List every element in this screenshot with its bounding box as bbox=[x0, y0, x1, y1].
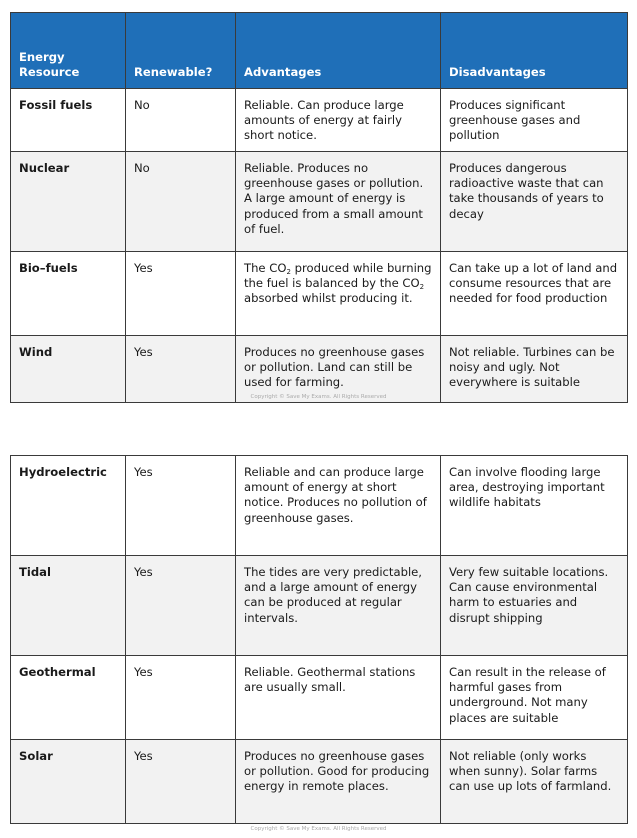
header-disadvantages: Disadvantages bbox=[441, 13, 628, 89]
disadvantages-text: Not reliable (only works when sunny). Solar farms can use up lots of farmland. bbox=[441, 740, 628, 824]
table-row bbox=[11, 556, 628, 656]
renewable-value: Yes bbox=[126, 336, 236, 403]
renewable-value: Yes bbox=[126, 556, 236, 656]
header-renewable: Renewable? bbox=[126, 13, 236, 89]
advantages-text: The tides are very predictable, and a large amount of energy can be produced at regular intervals. bbox=[236, 556, 441, 656]
resource-name: Nuclear bbox=[11, 152, 126, 252]
energy-table-bottom bbox=[10, 455, 628, 824]
header-advantages: Advantages bbox=[236, 13, 441, 89]
advantages-text: Produces no greenhouse gases or pollution. Land can still be used for farming. bbox=[236, 336, 441, 403]
disadvantages-text: Not reliable. Turbines can be noisy and ugly. Not everywhere is suitable bbox=[441, 336, 628, 403]
advantages-text: Reliable. Produces no greenhouse gases or pollution. A large amount of energy is produced from a small amount of fuel. bbox=[236, 152, 441, 252]
advantages-text: The $CO_2$ produced while burning the fuel is balanced by the $CO_2$ absorbed whilst producing it. bbox=[236, 252, 441, 336]
resource-name: Tidal bbox=[11, 556, 126, 656]
renewable-value: Yes bbox=[126, 740, 236, 824]
advantages-text: Reliable. Can produce large amounts of energy at fairly short notice. bbox=[236, 89, 441, 152]
disadvantages-text: Produces significant greenhouse gases and pollution bbox=[441, 89, 628, 152]
renewable-value: Yes bbox=[126, 656, 236, 740]
renewable-value: No bbox=[126, 152, 236, 252]
resource-name: Solar bbox=[11, 740, 126, 824]
table-row bbox=[11, 740, 628, 824]
table-row bbox=[11, 336, 628, 403]
table-row bbox=[11, 252, 628, 336]
disadvantages-text: Can result in the release of harmful gases from underground. Not many places are suitable bbox=[441, 656, 628, 740]
table-row bbox=[11, 89, 628, 152]
advantages-text: Produces no greenhouse gases or pollution. Good for producing energy in remote places. bbox=[236, 740, 441, 824]
resource-name: Hydroelectric bbox=[11, 456, 126, 556]
copyright-notice-bottom: Copyright © Save My Exams. All Rights Reserved bbox=[250, 826, 387, 832]
resource-name: Wind bbox=[11, 336, 126, 403]
table-row bbox=[11, 152, 628, 252]
table-row bbox=[11, 456, 628, 556]
header-resource: Energy Resource bbox=[11, 13, 126, 89]
resource-name: Geothermal bbox=[11, 656, 126, 740]
copyright-notice: Copyright © Save My Exams. All Rights Reserved bbox=[250, 394, 387, 400]
advantages-text: Reliable. Geothermal stations are usually small. bbox=[236, 656, 441, 740]
disadvantages-text: Very few suitable locations. Can cause environmental harm to estuaries and disrupt shipping bbox=[441, 556, 628, 656]
table-row bbox=[11, 656, 628, 740]
renewable-value: Yes bbox=[126, 456, 236, 556]
disadvantages-text: Can involve flooding large area, destroying important wildlife habitats bbox=[441, 456, 628, 556]
disadvantages-text: Produces dangerous radioactive waste that can take thousands of years to decay bbox=[441, 152, 628, 252]
resource-name: Bio–fuels bbox=[11, 252, 126, 336]
advantages-text: Reliable and can produce large amount of energy at short notice. Produces no pollution of greenhouse gases. bbox=[236, 456, 441, 556]
header-row bbox=[11, 13, 628, 89]
disadvantages-text: Can take up a lot of land and consume resources that are needed for food production bbox=[441, 252, 628, 336]
resource-name: Fossil fuels bbox=[11, 89, 126, 152]
renewable-value: No bbox=[126, 89, 236, 152]
renewable-value: Yes bbox=[126, 252, 236, 336]
energy-table-top bbox=[10, 12, 628, 403]
